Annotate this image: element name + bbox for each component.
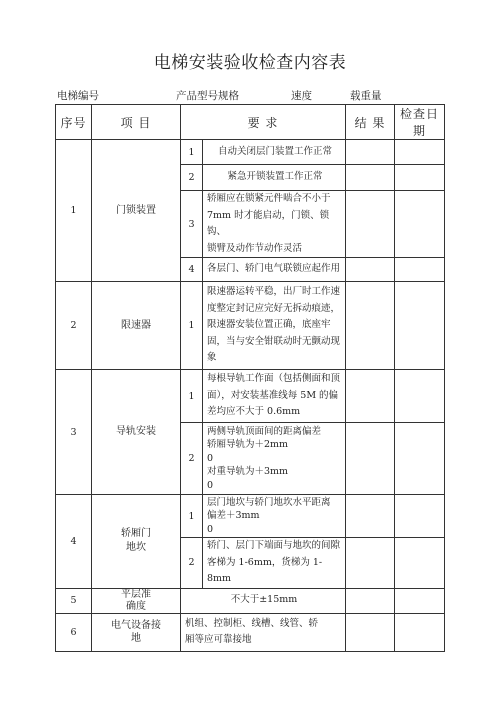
header-date: 检查日期 xyxy=(395,105,445,140)
requirement-cell: 层门地坎与轿门地坎水平距离 偏差＋3mm 0 xyxy=(203,495,346,538)
sub-number: 3 xyxy=(181,191,203,258)
table-row xyxy=(56,588,445,613)
item-cell: 电气设备接 地 xyxy=(92,613,181,651)
result-cell[interactable] xyxy=(346,191,395,258)
result-cell[interactable] xyxy=(346,613,395,651)
header-seq: 序号 xyxy=(56,105,92,140)
date-cell[interactable] xyxy=(395,165,445,191)
sub-number: 1 xyxy=(181,140,203,165)
model-spec-label: 产品型号规格 xyxy=(176,90,239,102)
table-row xyxy=(56,140,445,165)
date-cell[interactable] xyxy=(395,538,445,589)
header-result: 结 果 xyxy=(346,105,395,140)
item-cell: 限速器 xyxy=(92,282,181,370)
date-cell[interactable] xyxy=(395,370,445,423)
table-row xyxy=(56,370,445,423)
result-cell[interactable] xyxy=(346,370,395,423)
header-requirement: 要 求 xyxy=(181,105,346,140)
item-cell: 导轨安装 xyxy=(92,370,181,495)
sub-number: 4 xyxy=(181,258,203,282)
result-cell[interactable] xyxy=(346,258,395,282)
item-cell: 轿厢门 地坎 xyxy=(92,495,181,589)
date-cell[interactable] xyxy=(395,140,445,165)
elevator-number-label: 电梯编号 xyxy=(57,90,99,102)
requirement-cell: 各层门、轿门电气联锁应起作用 xyxy=(203,258,346,282)
result-cell[interactable] xyxy=(346,165,395,191)
result-cell[interactable] xyxy=(346,538,395,589)
seq-cell: 1 xyxy=(56,140,92,282)
result-cell[interactable] xyxy=(346,588,395,613)
document-title: 电梯安装验收检查内容表 xyxy=(153,53,347,73)
result-cell[interactable] xyxy=(346,282,395,370)
requirement-cell: 两侧导轨顶面间的距离偏差 轿厢导轨为＋2mm 0 对重导轨为＋3mm 0 xyxy=(203,423,346,495)
seq-cell: 5 xyxy=(56,588,92,613)
date-cell[interactable] xyxy=(395,495,445,538)
sub-number: 2 xyxy=(181,538,203,589)
sub-number: 1 xyxy=(181,282,203,370)
load-label: 载重量 xyxy=(350,90,382,102)
sub-number: 1 xyxy=(181,370,203,423)
header-item: 项 目 xyxy=(92,105,181,140)
requirement-cell: 轿厢应在锁紧元件啮合不小于 7mm 时才能启动，门锁、锁钩、 锁臂及动作节动作灵活 xyxy=(203,191,346,258)
requirement-cell: 限速器运转平稳，出厂时工作速 度整定封记应完好无拆动痕迹， 限速器安装位置正确，底座牢 固，当与安全钳联动时无颤动现 象 xyxy=(203,282,346,370)
date-cell[interactable] xyxy=(395,423,445,495)
requirement-cell: 紧急开锁装置工作正常 xyxy=(203,165,346,191)
result-cell[interactable] xyxy=(346,495,395,538)
date-cell[interactable] xyxy=(395,588,445,613)
requirement-cell: 轿门、层门下端面与地坎的间隙 客梯为 1-6mm，货梯为 1-8mm xyxy=(203,538,346,589)
date-cell[interactable] xyxy=(395,613,445,651)
result-cell[interactable] xyxy=(346,423,395,495)
item-cell: 平层准 确度 xyxy=(92,588,181,613)
header-row xyxy=(56,105,445,140)
date-cell[interactable] xyxy=(395,258,445,282)
sub-number: 2 xyxy=(181,165,203,191)
requirement-cell: 机组、控制柜、线槽、线管、轿 厢等应可靠接地 xyxy=(181,613,346,651)
seq-cell: 4 xyxy=(56,495,92,589)
requirement-cell: 不大于±15mm xyxy=(181,588,346,613)
inspection-table xyxy=(55,104,445,652)
seq-cell: 6 xyxy=(56,613,92,651)
sub-number: 1 xyxy=(181,495,203,538)
item-cell: 门锁装置 xyxy=(92,140,181,282)
sub-number: 2 xyxy=(181,423,203,495)
table-row xyxy=(56,613,445,651)
date-cell[interactable] xyxy=(395,282,445,370)
date-cell[interactable] xyxy=(395,191,445,258)
seq-cell: 3 xyxy=(56,370,92,495)
table-row xyxy=(56,282,445,370)
table-row xyxy=(56,495,445,538)
requirement-cell: 自动关闭层门装置工作正常 xyxy=(203,140,346,165)
seq-cell: 2 xyxy=(56,282,92,370)
result-cell[interactable] xyxy=(346,140,395,165)
speed-label: 速度 xyxy=(291,90,312,102)
requirement-cell: 每根导轨工作面（包括侧面和顶 面），对安装基准线每 5M 的偏 差均应不大于 0.6mm xyxy=(203,370,346,423)
